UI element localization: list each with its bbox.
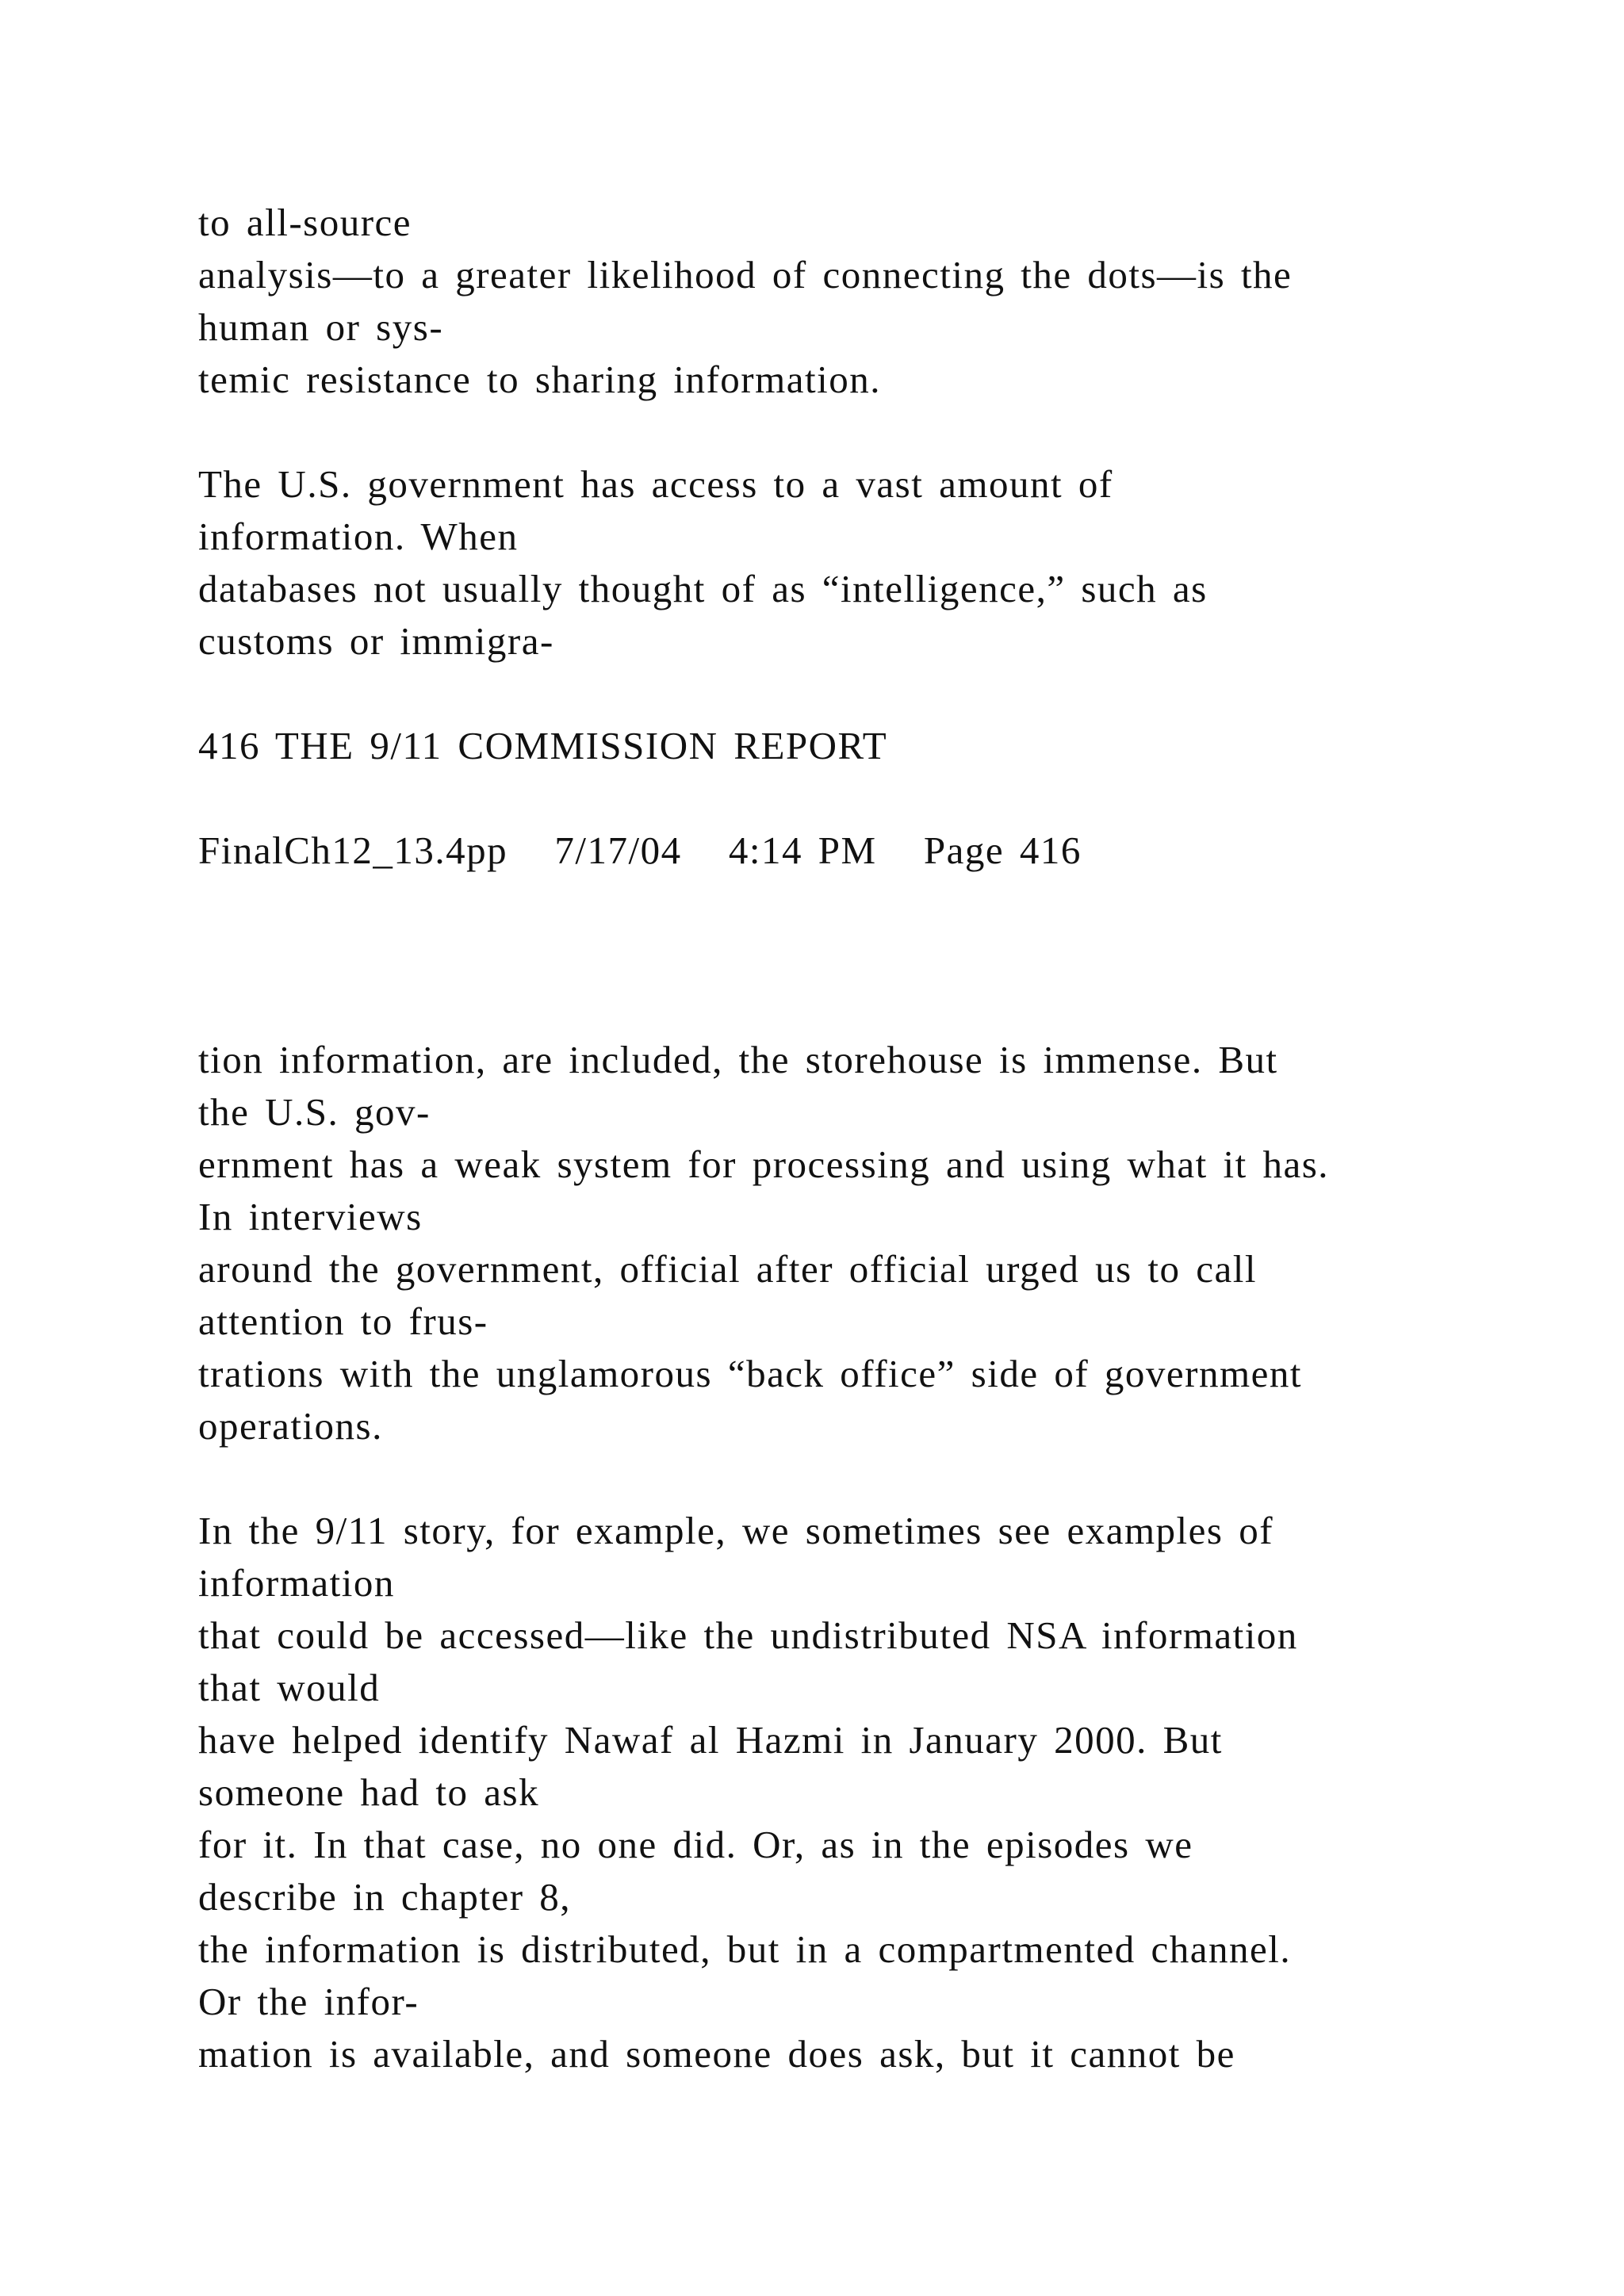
text-line: mation is available, and someone does ask, but it cannot be: [198, 2032, 1235, 2076]
text-line: to all-source: [198, 201, 412, 244]
text-line: databases not usually thought of as “intelligence,” such as: [198, 567, 1208, 610]
paragraph-continued: [198, 197, 1530, 406]
text-line: information. When: [198, 515, 519, 558]
page-footer: [198, 720, 1530, 772]
paragraph-911-story: [198, 1505, 1530, 2080]
text-line: analysis—to a greater likelihood of connecting the dots—is the: [198, 253, 1293, 297]
paragraph-storehouse: [198, 1034, 1530, 1452]
text-line: have helped identify Nawaf al Hazmi in January 2000. But: [198, 1718, 1223, 1762]
text-line: attention to frus-: [198, 1299, 488, 1343]
text-line: tion information, are included, the storehouse is immense. But: [198, 1038, 1278, 1081]
text-line: the U.S. gov-: [198, 1090, 431, 1134]
text-line: the information is distributed, but in a compartmented channel.: [198, 1927, 1292, 1971]
text-line: someone had to ask: [198, 1770, 540, 1814]
text-line: around the government, official after official urged us to call: [198, 1247, 1257, 1291]
slug-text: FinalCh12_13.4pp 7/17/04 4:14 PM Page 416: [198, 828, 1082, 872]
text-line: describe in chapter 8,: [198, 1875, 572, 1919]
text-line: ernment has a weak system for processing and using what it has.: [198, 1142, 1330, 1186]
text-line: The U.S. government has access to a vast amount of: [198, 462, 1113, 506]
text-line: that could be accessed—like the undistributed NSA information: [198, 1613, 1298, 1657]
text-line: In interviews: [198, 1195, 423, 1238]
paragraph-us-government-access: [198, 458, 1530, 668]
text-line: trations with the unglamorous “back office” side of government: [198, 1352, 1302, 1395]
text-line: temic resistance to sharing information.: [198, 358, 881, 401]
text-line: information: [198, 1561, 395, 1605]
text-line: operations.: [198, 1404, 383, 1448]
footer-text: 416 THE 9/11 COMMISSION REPORT: [198, 724, 888, 767]
text-line: that would: [198, 1666, 381, 1709]
text-line: for it. In that case, no one did. Or, as in the episodes we: [198, 1823, 1193, 1866]
text-line: Or the infor-: [198, 1980, 419, 2023]
text-line: In the 9/11 story, for example, we sometimes see examples of: [198, 1509, 1274, 1552]
text-line: human or sys-: [198, 305, 444, 349]
print-slug: [198, 825, 1530, 877]
text-line: customs or immigra-: [198, 619, 554, 663]
